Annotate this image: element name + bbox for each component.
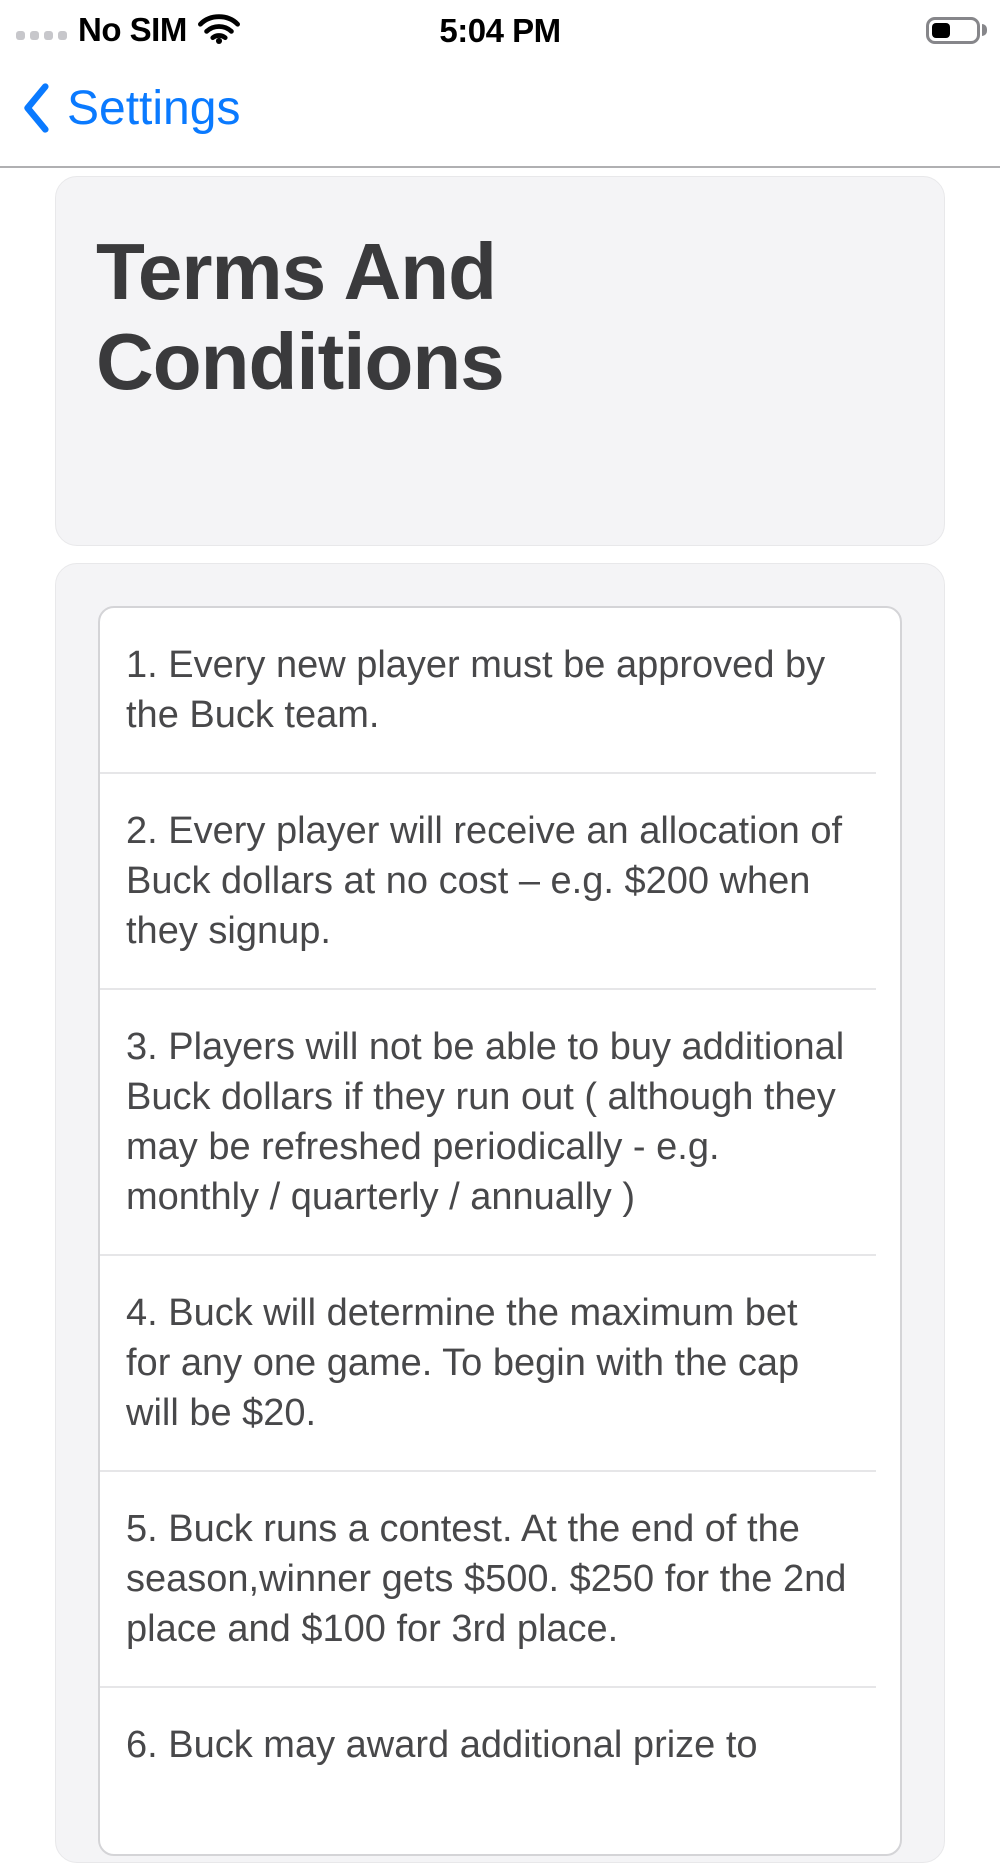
status-bar <box>0 0 1000 50</box>
back-button-label: Settings <box>67 81 241 135</box>
carrier-label: No SIM <box>78 11 187 48</box>
battery-icon <box>926 17 980 44</box>
terms-card <box>55 563 945 1863</box>
nav-bar <box>0 50 1000 168</box>
cellular-signal-dots-icon <box>16 31 67 40</box>
terms-item: 2. Every player will receive an allocation of Buck dollars at no cost – e.g. $200 when they signup. <box>100 774 876 990</box>
status-bar-right <box>926 17 987 44</box>
terms-item: 4. Buck will determine the maximum bet for any one game. To begin with the cap will be $20. <box>100 1256 876 1472</box>
terms-item: 6. Buck may award additional prize to <box>126 1724 758 1766</box>
terms-item: 5. Buck runs a contest. At the end of the season,winner gets $500. $250 for the 2nd place and $100 for 3rd place. <box>100 1472 876 1688</box>
wifi-icon <box>198 14 240 49</box>
content-scroll-area[interactable] <box>0 176 1000 1863</box>
title-card <box>55 176 945 546</box>
battery-fill <box>932 23 950 38</box>
back-button[interactable] <box>20 81 240 136</box>
chevron-left-icon <box>20 81 52 135</box>
terms-item: 1. Every new player must be approved by the Buck team. <box>100 608 876 774</box>
page-title: Terms And Conditions <box>96 227 504 406</box>
terms-item: 3. Players will not be able to buy additional Buck dollars if they run out ( although they may be refreshed periodically - e.g. monthly / quarterly / annually ) <box>100 990 876 1256</box>
status-time: 5:04 PM <box>439 12 561 49</box>
battery-nub <box>982 24 987 36</box>
status-bar-left <box>16 11 240 49</box>
terms-list <box>98 606 902 1856</box>
